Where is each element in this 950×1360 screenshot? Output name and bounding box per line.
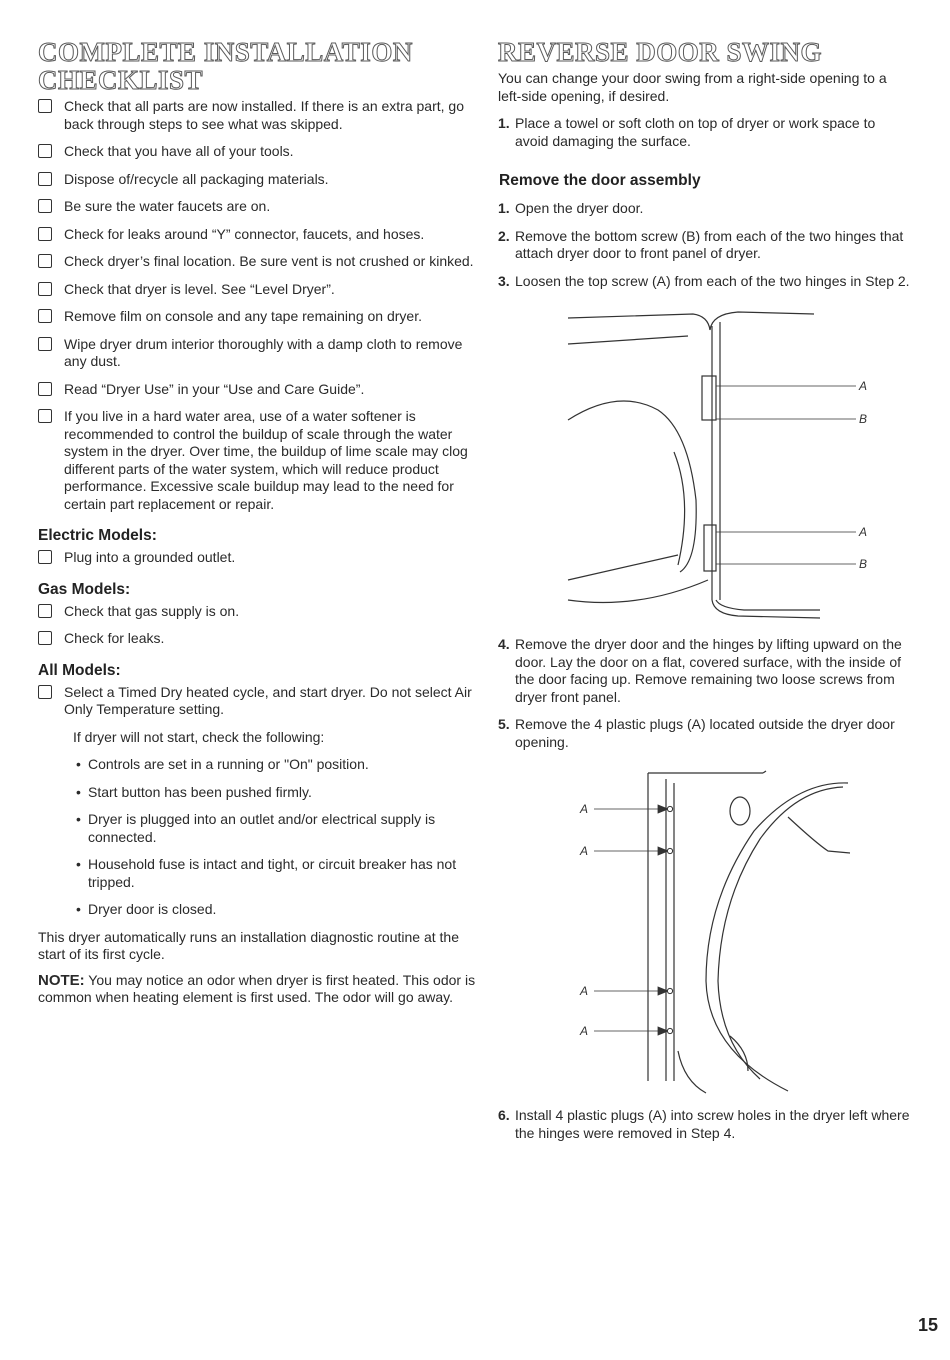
step-item — [498, 200, 910, 218]
checklist-item-text: Check that gas supply is on. — [64, 602, 240, 619]
label-a: A — [859, 379, 868, 393]
step-item — [498, 716, 910, 751]
checklist-item[interactable] — [38, 143, 478, 161]
checkbox-icon[interactable] — [38, 254, 52, 268]
checklist-item-text: Remove film on console and any tape remaining on dryer. — [64, 308, 422, 324]
step-text: Remove the dryer door and the hinges by lifting upward on the door. Lay the door on a flat, covered surface, with the inside of the door facing up. Remove remaining two loose screws from dryer front panel. — [515, 636, 902, 705]
checkbox-icon[interactable] — [38, 309, 52, 323]
checklist-item[interactable] — [38, 684, 478, 719]
step-text: Open the dryer door. — [515, 200, 644, 216]
checklist-item[interactable] — [38, 281, 478, 299]
checklist-title — [38, 38, 478, 94]
installation-checklist-column — [38, 38, 478, 1015]
checklist-item-text: Check dryer’s final location. Be sure vent is not crushed or kinked. — [64, 253, 474, 269]
remove-door-heading: Remove the door assembly — [499, 172, 701, 189]
step-number: 3. — [498, 272, 510, 289]
page-number: 15 — [917, 1315, 938, 1335]
step-number: 4. — [498, 636, 510, 652]
reverse-door-swing-column — [498, 38, 910, 1152]
checkbox-icon[interactable] — [38, 550, 52, 564]
checkbox-icon[interactable] — [38, 172, 52, 186]
if-not-start-text: If dryer will not start, check the following: — [73, 728, 325, 745]
list-item: • Dryer door is closed. — [76, 901, 478, 919]
intro-text: You can change your door swing from a right-side opening to a left-side opening, if desired. — [498, 70, 887, 104]
label-a: A — [580, 844, 589, 858]
checklist-item[interactable] — [38, 408, 478, 513]
step-number: 1. — [498, 200, 510, 216]
checkbox-icon[interactable] — [38, 144, 52, 158]
note — [38, 972, 478, 1007]
checklist-item-text: Plug into a grounded outlet. — [64, 549, 236, 565]
step-number: 1. — [498, 115, 510, 131]
gas-models-heading: Gas Models: — [38, 580, 131, 598]
note-text: You may notice an odor when dryer is first heated. This odor is common when heating element is first used. The odor will go away. — [38, 971, 476, 1005]
checklist-item[interactable] — [38, 603, 478, 621]
list-item: • Dryer is plugged into an outlet and/or electrical supply is connected. — [76, 811, 478, 846]
hinge-diagram — [498, 300, 910, 630]
checklist-item-text: If you live in a hard water area, use of a water softener is recommended to control the buildup of scale through the water system in the dryer. Over time, the buildup of lime scale may clog different parts of the water system, which will reduce product performance. Excessive scale buildup may lead to the need for certain part replacement or repair. — [64, 408, 468, 512]
reverse-door-title: REVERSE DOOR SWING — [498, 37, 823, 67]
note-label: NOTE: — [38, 971, 85, 989]
checkbox-icon[interactable] — [38, 604, 52, 618]
troubleshoot-list — [76, 756, 478, 919]
list-item: • Start button has been pushed firmly. — [76, 784, 478, 802]
all-models-heading: All Models: — [38, 661, 121, 679]
checklist-item-text: Check that all parts are now installed. If there is an extra part, go back through steps to see what was skipped. — [64, 98, 464, 132]
list-item: • Household fuse is intact and tight, or circuit breaker has not tripped. — [76, 856, 478, 891]
step-item — [498, 115, 910, 150]
step-text: Remove the 4 plastic plugs (A) located outside the dryer door opening. — [515, 716, 895, 750]
checkbox-icon[interactable] — [38, 282, 52, 296]
checklist-item-text: Dispose of/recycle all packaging materials. — [64, 170, 329, 187]
checklist-title-line1: COMPLETE INSTALLATION — [38, 37, 413, 67]
step-item — [498, 228, 910, 263]
checklist-item[interactable] — [38, 171, 478, 189]
step-text: Remove the bottom screw (B) from each of the two hinges that attach dryer door to front panel of dryer. — [515, 227, 904, 261]
checkbox-icon[interactable] — [38, 382, 52, 396]
step-item — [498, 636, 910, 706]
step-item — [498, 1107, 910, 1142]
checklist-item-text: Be sure the water faucets are on. — [64, 198, 271, 214]
checklist-item[interactable] — [38, 381, 478, 399]
label-a: A — [580, 1024, 589, 1038]
step-number: 6. — [498, 1107, 510, 1123]
label-b: B — [859, 412, 868, 426]
step-item — [498, 273, 910, 291]
checkbox-icon[interactable] — [38, 631, 52, 645]
electric-models-heading: Electric Models: — [38, 527, 157, 544]
label-b: B — [859, 557, 868, 571]
checklist — [38, 98, 478, 513]
checklist-item[interactable] — [38, 336, 478, 371]
checklist-item-text: Read “Dryer Use” in your “Use and Care Guide”. — [64, 380, 365, 397]
checklist-item-text: Check that dryer is level. See “Level Dryer”. — [64, 280, 335, 297]
step-text: Place a towel or soft cloth on top of dryer or work space to avoid damaging the surface. — [515, 115, 876, 149]
checklist-item-text: Select a Timed Dry heated cycle, and start dryer. Do not select Air Only Temperature setting. — [64, 683, 472, 717]
step-text: Install 4 plastic plugs (A) into screw holes in the dryer left where the hinges were removed in Step 4. — [515, 1107, 910, 1141]
checkbox-icon[interactable] — [38, 199, 52, 213]
plug-diagram — [498, 761, 910, 1101]
checklist-item[interactable] — [38, 98, 478, 133]
checkbox-icon[interactable] — [38, 227, 52, 241]
checklist-title-line2: CHECKLIST — [38, 65, 204, 95]
label-a: A — [580, 802, 589, 816]
checklist-item[interactable] — [38, 198, 478, 216]
diagnostic-text: This dryer automatically runs an installation diagnostic routine at the start of its first cycle. — [38, 928, 459, 962]
checkbox-icon[interactable] — [38, 99, 52, 113]
label-a: A — [580, 984, 589, 998]
checklist-item-text: Wipe dryer drum interior thoroughly with a damp cloth to remove any dust. — [64, 335, 463, 369]
checklist-item[interactable] — [38, 630, 478, 648]
step-number: 2. — [498, 227, 510, 244]
checkbox-icon[interactable] — [38, 685, 52, 699]
checklist-item-text: Check for leaks. — [64, 630, 165, 646]
list-item: • Controls are set in a running or "On" position. — [76, 756, 478, 774]
checkbox-icon[interactable] — [38, 409, 52, 423]
step-number: 5. — [498, 716, 510, 732]
step-text: Loosen the top screw (A) from each of the two hinges in Step 2. — [515, 272, 910, 289]
checklist-item[interactable] — [38, 549, 478, 567]
checklist-item[interactable] — [38, 308, 478, 326]
label-a: A — [859, 525, 868, 539]
checklist-item-text: Check that you have all of your tools. — [64, 143, 294, 159]
checklist-item[interactable] — [38, 226, 478, 244]
checkbox-icon[interactable] — [38, 337, 52, 351]
checklist-item[interactable] — [38, 253, 478, 271]
checklist-item-text: Check for leaks around “Y” connector, faucets, and hoses. — [64, 225, 425, 242]
